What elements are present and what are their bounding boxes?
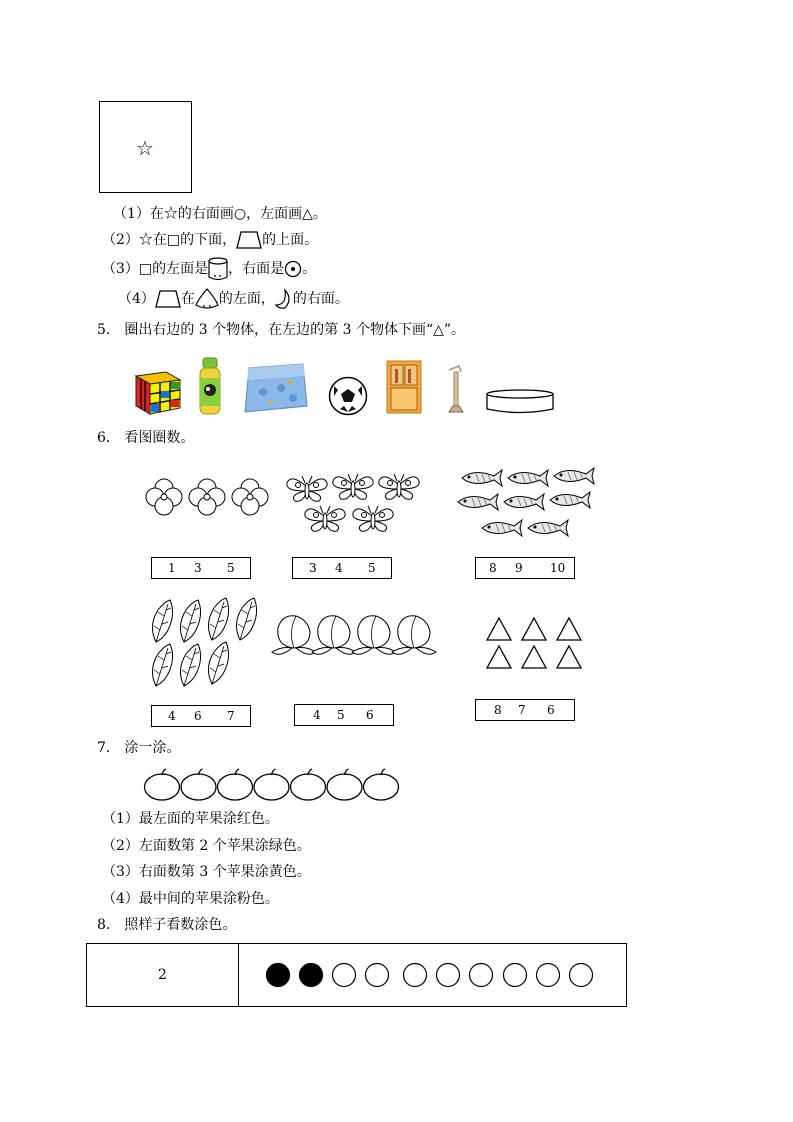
empty-circle[interactable] (404, 964, 427, 987)
butterfly (353, 506, 393, 531)
butterfly (333, 474, 373, 499)
butterflies-image (285, 471, 425, 535)
leaf (152, 644, 172, 686)
q4-line-3 (102, 257, 316, 281)
leaf (180, 644, 200, 686)
filled-circle[interactable] (300, 964, 323, 987)
triangle (487, 618, 511, 640)
leaf (208, 642, 228, 684)
q4-line-4-text-c: 的左面， (218, 291, 275, 307)
q4-line-3-text-c: 。 (302, 261, 317, 277)
clover (189, 479, 225, 515)
option-number[interactable]: 7 (227, 709, 235, 723)
empty-circle[interactable] (437, 964, 460, 987)
option-number[interactable]: 6 (194, 709, 202, 723)
apple[interactable] (145, 769, 180, 800)
apple[interactable] (364, 769, 399, 800)
q4-line-1: （1）在☆的右面画○，左面画△。 (113, 206, 327, 222)
dot-circle-icon (284, 260, 302, 278)
butterfly (379, 474, 419, 499)
q8-number: 2 (158, 967, 167, 983)
q4-line-3-text-a: （3）□的左面是 (102, 261, 209, 277)
option-number[interactable]: 10 (550, 561, 566, 575)
apples-row (144, 768, 400, 802)
triangle (522, 618, 546, 640)
q7-item-3: （3）右面数第 3 个苹果涂黄色。 (102, 864, 311, 880)
count-options-clovers (151, 557, 251, 579)
q4-line-4-text-b: 在 (180, 291, 195, 307)
option-number[interactable]: 8 (494, 703, 502, 717)
triangle (557, 618, 581, 640)
crescent-moon-icon (275, 289, 293, 309)
apple[interactable] (327, 769, 362, 800)
option-number[interactable]: 3 (309, 561, 317, 575)
butterfly (287, 476, 327, 501)
apple[interactable] (218, 769, 253, 800)
clover (146, 479, 182, 515)
option-number[interactable]: 4 (313, 708, 321, 722)
option-number[interactable]: 1 (168, 561, 176, 575)
leaf (180, 600, 200, 642)
triangle (557, 646, 581, 668)
option-number[interactable]: 5 (227, 561, 235, 575)
q7-title: 7． 涂一涂。 (97, 740, 181, 756)
leaves-image (148, 598, 264, 690)
q7-item-2: （2）左面数第 2 个苹果涂绿色。 (102, 838, 311, 854)
butterfly (305, 506, 345, 531)
apple[interactable] (291, 769, 326, 800)
soccer-ball-image (328, 376, 368, 416)
option-number[interactable]: 7 (518, 703, 526, 717)
q5-title: 5． 圈出右边的 3 个物体，在左边的第 3 个物体下画“△”。 (97, 322, 466, 338)
peach (272, 616, 316, 655)
towel-image (243, 362, 309, 414)
q7-item-1: （1）最左面的苹果涂红色。 (102, 811, 279, 827)
q8-table (86, 943, 627, 1007)
fish (528, 520, 568, 536)
q4-line-2-text-b: 的上面。 (262, 232, 319, 248)
q4-line-3-text-b: ，右面是 (228, 261, 285, 277)
empty-circle[interactable] (470, 964, 493, 987)
empty-circle[interactable] (504, 964, 527, 987)
cone-icon (195, 288, 219, 310)
q8-title: 8． 照样子看数涂色。 (97, 917, 237, 933)
option-number[interactable]: 6 (547, 703, 555, 717)
q8-circles (265, 961, 605, 991)
rubiks-cube-image (132, 366, 184, 416)
option-number[interactable]: 4 (335, 561, 343, 575)
q4-line-2-text-a: （2）☆在□的下面， (102, 232, 237, 248)
clover (232, 479, 268, 515)
fish (550, 492, 590, 508)
triangle (487, 646, 511, 668)
fish (458, 494, 498, 510)
q4-line-2 (102, 230, 318, 250)
cabinet-image (386, 360, 422, 414)
leaf (208, 598, 228, 640)
q4-line-4 (118, 288, 349, 310)
fish-image (454, 466, 600, 540)
apple[interactable] (181, 769, 216, 800)
q6-title: 6． 看图圈数。 (97, 430, 195, 446)
trapezoid-icon (236, 231, 262, 249)
triangles-image (484, 616, 584, 672)
box-lid-image (486, 388, 554, 416)
option-number[interactable]: 8 (489, 561, 497, 575)
peach (352, 616, 396, 655)
fish (462, 470, 502, 486)
leaf (152, 600, 172, 642)
triangle (522, 646, 546, 668)
star-glyph: ☆ (136, 136, 154, 160)
count-options-butterflies (292, 557, 392, 579)
count-options-triangles (475, 699, 575, 721)
fish (554, 468, 594, 484)
option-number[interactable]: 5 (337, 708, 345, 722)
q4-line-4-text-a: （4） (118, 291, 155, 307)
q8-number-cell (87, 944, 239, 1006)
fish (508, 470, 548, 486)
empty-circle[interactable] (333, 964, 356, 987)
option-number[interactable]: 4 (168, 709, 176, 723)
star-box (99, 101, 192, 193)
fish (504, 494, 544, 510)
count-options-peaches (294, 704, 394, 726)
option-number[interactable]: 3 (194, 561, 202, 575)
apple[interactable] (254, 769, 289, 800)
cylinder-icon (208, 257, 228, 281)
peach (392, 616, 436, 655)
peach (312, 616, 356, 655)
peaches-image (272, 612, 438, 660)
q7-item-4: （4）最中间的苹果涂粉色。 (102, 891, 279, 907)
thermos-bottle-image (198, 358, 222, 416)
option-number[interactable]: 9 (515, 561, 523, 575)
empty-circle[interactable] (366, 964, 389, 987)
option-number[interactable]: 5 (368, 561, 376, 575)
clovers-image (144, 474, 270, 522)
empty-circle[interactable] (537, 964, 560, 987)
lamp-image (445, 362, 467, 414)
q4-line-4-text-d: 的右面。 (292, 291, 349, 307)
trapezoid-icon (155, 290, 181, 308)
count-options-leaves (151, 705, 251, 727)
option-number[interactable]: 6 (366, 708, 374, 722)
empty-circle[interactable] (570, 964, 593, 987)
leaf (236, 598, 256, 640)
filled-circle[interactable] (267, 964, 290, 987)
fish (482, 520, 522, 536)
count-options-fish (475, 557, 575, 579)
